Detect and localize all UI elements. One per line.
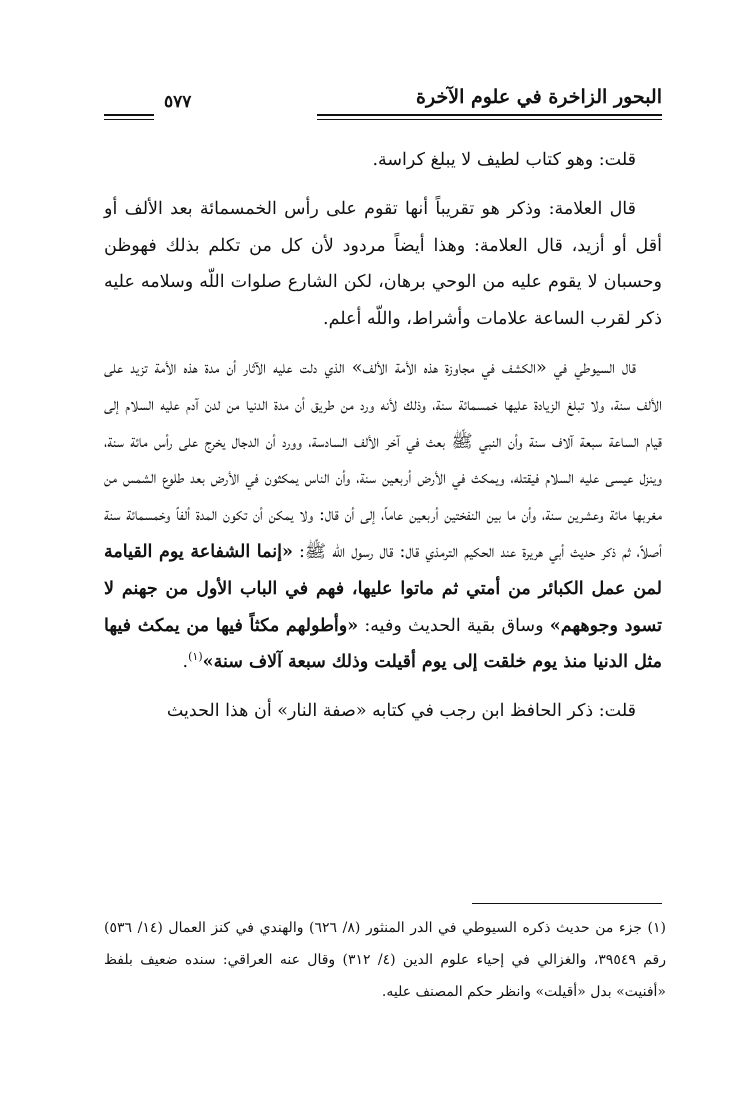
paragraph-4: قلت: ذكر الحافظ ابن رجب في كتابه «صفة النار» أن هذا الحديث bbox=[166, 701, 636, 722]
running-header bbox=[104, 86, 662, 126]
page-number: ٥٧٧ bbox=[164, 92, 192, 112]
footnote-separator bbox=[472, 903, 662, 904]
hadith-quote-2: «وأطولهم مكثاً فيها من يمكث فيها مثل الدنيا منذ يوم خلقت إلى يوم أقيلت وذلك سبعة آلاف سنة» bbox=[104, 615, 662, 673]
footnote-reference[interactable]: (١) bbox=[188, 650, 203, 664]
header-rule bbox=[317, 114, 662, 120]
paragraph-3 bbox=[104, 350, 662, 681]
paragraph-1: قلت: وهو كتاب لطيف لا يبلغ كراسة. bbox=[372, 150, 636, 170]
main-text bbox=[104, 142, 662, 742]
footnote-1: (١) جزء من حديث ذكره السيوطي في الدر المنثور (٨/ ٦٢٦) والهندي في كنز العمال (١٤/ ٥٣٦) رقم ٣٩٥٤٩، والغزالي في إحياء علوم الدين (٤/ ٣١٢) وقال عنه العراقي: سنده ضعيف بلفظ «أفنيت» بدل «أقيلت» وانظر حكم المصنف عليه. bbox=[104, 920, 666, 1000]
paragraph-2: قال العلامة: وذكر هو تقريباً أنها تقوم على رأس الخمسمائة بعد الألف أو أقل أو أزيد، قال العلامة: وهذا أيضاً مردود لأن كل من تكلم بذلك فهوظن وحسبان لا يقوم عليه من الوحي برهان، لكن الشارع صلوات اللّه وسلامه عليه ذكر لقرب الساعة علامات وأشراط، واللّه أعلم. bbox=[104, 198, 663, 330]
paragraph-3-text: قال السيوطي في «الكشف في مجاوزة هذه الأمة الألف» الذي دلت عليه الآثار أن مدة هذه الأمة تزيد على الألف سنة، ولا تبلغ الزيادة عليها خمسمائة سنة، وذلك لأنه ورد من طريق أن مدة الدنيا من لدن آدم عليه السلام إلى قيام الساعة سبعة آلاف سنة وأن النبي ﷺ بعث في آخر الألف السادسة، وورد أن الدجال يخرج على رأس مائة سنة، وينزل عيسى عليه السلام فيقتله، ويمكث في الأرض أربعين سنة، وأن الناس يمكثون في الأرض بعد طلوع الشمس من مغربها مائة وعشرين سنة، وأن ما بين النفختين أربعين عاماً، إلى أن قال: ولا يمكن أن تكون المدة ألفاً وخمسمائة سنة أصلاً، ثم ذكر حديث أبي هريرة عند الحكيم الترمذي قال: قال رسول اللّه ﷺ: bbox=[104, 357, 662, 562]
paragraph-3-end: . bbox=[182, 652, 189, 673]
book-title: البحور الزاخرة في علوم الآخرة bbox=[416, 86, 662, 108]
hadith-quote-1: «إنما الشفاعة يوم القيامة لمن عمل الكبائر من أمتي ثم ماتوا عليها، فهم في الباب الأول من جهنم لا تسود وجوههم» bbox=[104, 541, 662, 636]
page-number-rule bbox=[104, 114, 154, 120]
paragraph-3-continuation: وساق بقية الحديث وفيه: bbox=[364, 615, 544, 636]
footnote-section bbox=[104, 912, 666, 1008]
